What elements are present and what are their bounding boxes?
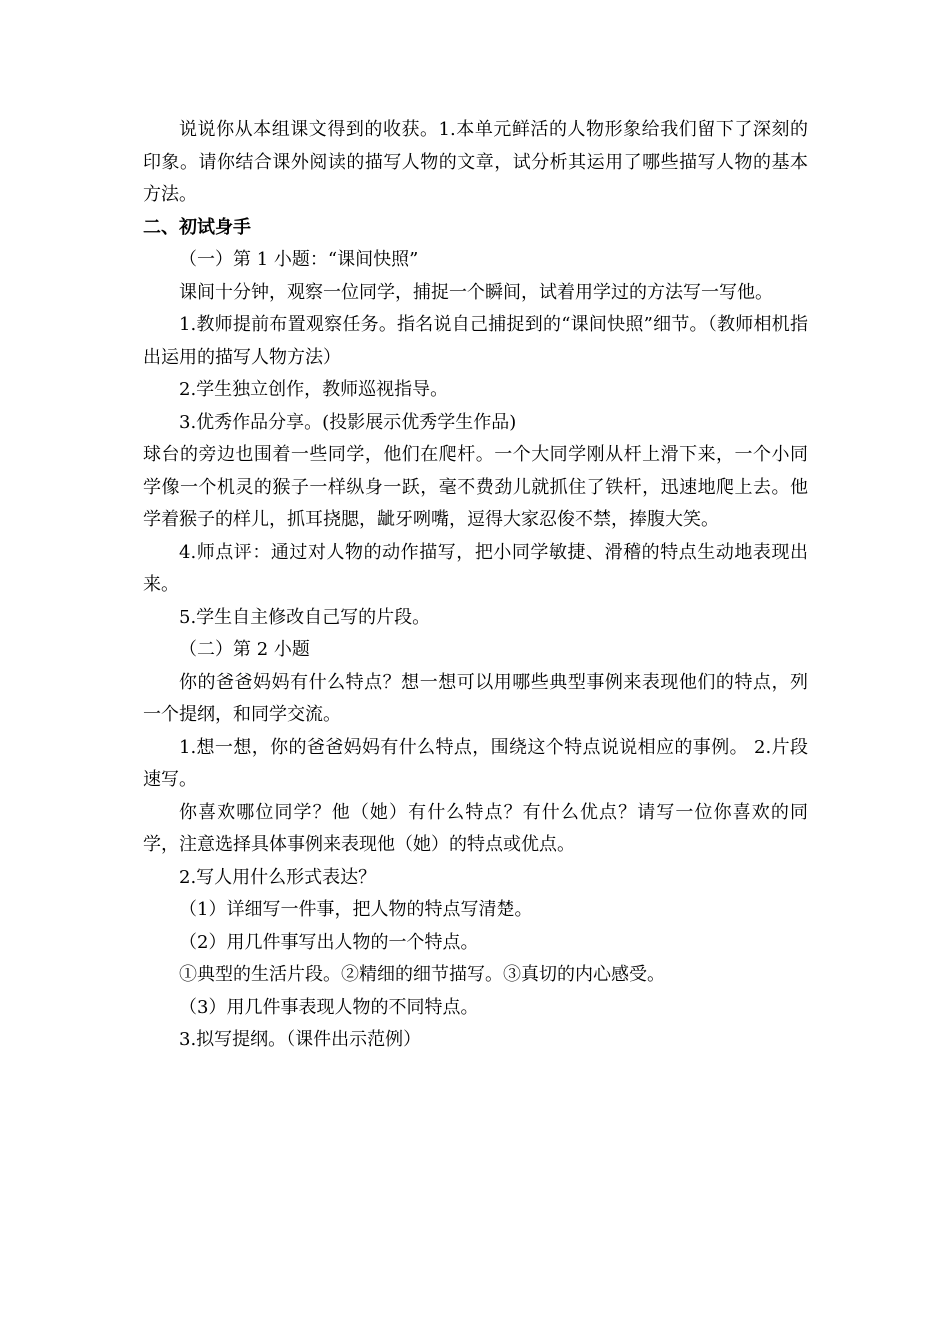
paragraph-form-1: （1）详细写一件事，把人物的特点写清楚。 [179, 899, 533, 920]
paragraph-step-3: 3.优秀作品分享。(投影展示优秀学生作品) [179, 411, 517, 433]
paragraph-step-5: 5.学生自主修改自己写的片段。 [179, 606, 431, 628]
paragraph-favorite-classmate: 你喜欢哪位同学？他（她）有什么特点？有什么优点？请写一位你喜欢的同学，注意选择具体事例来表现他（她）的特点或优点。 [143, 801, 808, 855]
paragraph-step-1: 1.教师提前布置观察任务。指名说自己捕捉到的“课间快照”细节。（教师相机指出运用的描写人物方法） [143, 314, 808, 368]
paragraph-form-2: （2）用几件事写出人物的一个特点。 [179, 931, 479, 953]
paragraph-think: 1.想一想，你的爸爸妈妈有什么特点，围绕这个特点说说相应的事例。 2.片段速写。 [143, 736, 808, 790]
paragraph-step-2: 2.学生独立创作，教师巡视指导。 [179, 379, 449, 400]
subsection-heading-2: （二）第 2 小题 [179, 639, 310, 660]
paragraph-harvest: 说说你从本组课文得到的收获。1.本单元鲜活的人物形象给我们留下了深刻的印象。请你结合课外阅读的描写人物的文章，试分析其运用了哪些描写人物的基本方法。 [143, 119, 808, 205]
paragraph-form-3: （3）用几件事表现人物的不同特点。 [179, 996, 479, 1018]
paragraph-form-2-details: ①典型的生活片段。②精细的细节描写。③真切的内心感受。 [179, 964, 665, 985]
document-body [143, 114, 808, 1057]
paragraph-sample-work: 球台的旁边也围着一些同学，他们在爬杆。一个大同学刚从杆上滑下来，一个小同学像一个机灵的猴子一样纵身一跃，毫不费劲儿就抓住了铁杆，迅速地爬上去。他学着猴子的样儿，抓耳挠腮，龇牙咧嘴，逗得大家忍俊不禁，捧腹大笑。 [143, 444, 808, 530]
subsection-heading-1: （一）第 1 小题：“课间快照” [179, 249, 419, 270]
paragraph-step-4: 4.师点评：通过对人物的动作描写，把小同学敏捷、滑稽的特点生动地表现出来。 [143, 541, 808, 595]
section-heading-try: 二、初试身手 [143, 216, 251, 238]
paragraph-form-question: 2.写人用什么形式表达？ [179, 866, 377, 888]
paragraph-task-1: 课间十分钟，观察一位同学，捕捉一个瞬间，试着用学过的方法写一写他。 [179, 281, 773, 303]
paragraph-outline: 3.拟写提纲。（课件出示范例） [179, 1029, 422, 1050]
paragraph-task-2: 你的爸爸妈妈有什么特点？想一想可以用哪些典型事例来表现他们的特点，列一个提纲，和同学交流。 [143, 671, 808, 725]
